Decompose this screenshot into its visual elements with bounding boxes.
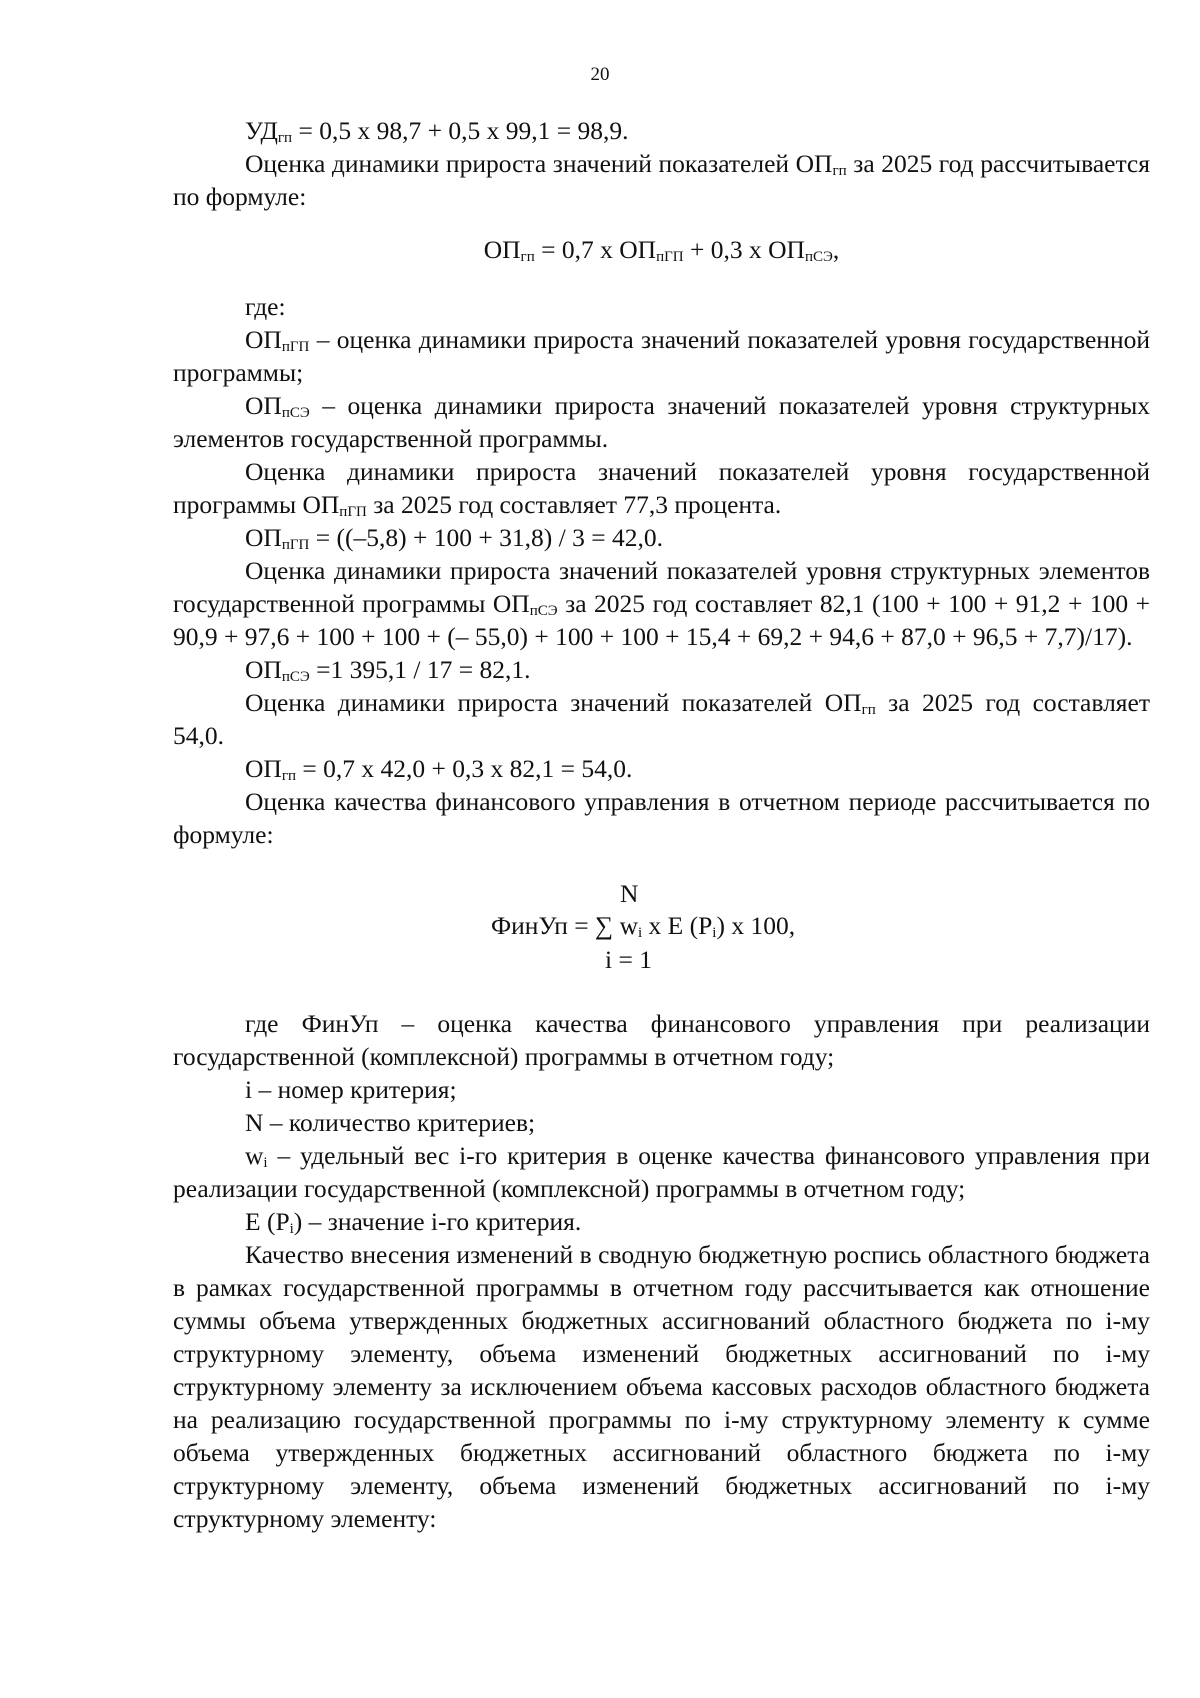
calc-op-gp: $ОП_{гп} = 0,7$ х 42,0 + 0,3 х 82,1 = 54,0.: [245, 754, 633, 784]
definition-wi: $w_i$ – удельный вес i-го критерия в оценке качества финансового управления при реализации государственной (комплексной) программы в отчетном году;: [173, 1141, 1150, 1203]
where-label: где:: [245, 292, 286, 321]
paragraph-op-gp-value: Оценка динамики прироста значений показателей $ОП_{гп}$ за 2025 год составляет 54,0.: [173, 688, 1150, 750]
calc-op-pse: $ОП_{пСЭ} =1$ 395,1 / 17 = 82,1.: [245, 655, 531, 685]
document-body: [173, 114, 1150, 1535]
paragraph-budget-changes: Качество внесения изменений в сводную бюджетную роспись областного бюджета в рамках государственной программы в отчетном году рассчитывается как отношение суммы объема утвержденных бюджетных ассигнований областного бюджета по i-му структурному элементу, объема изменений бюджетных ассигнований по i-му структурному элементу за исключением объема кассовых расходов областного бюджета на реализацию государственной программы по i-му структурному элементу к сумме объема утвержденных бюджетных ассигнований областного бюджета по i-му структурному элементу, объема изменений бюджетных ассигнований по i-му структурному элементу:: [173, 1240, 1150, 1533]
definition-op-pse: $ОП_{пСЭ}$ – оценка динамики прироста значений показателей уровня структурных элементов государственной программы.: [173, 391, 1150, 453]
paragraph-op-pgp-value: Оценка динамики прироста значений показателей уровня государственной программы $ОП_{пГП}$ за 2025 год составляет 77,3 процента.: [173, 457, 1150, 520]
paragraph-finup-intro: Оценка качества финансового управления в отчетном периоде рассчитывается по формуле:: [173, 787, 1150, 849]
sum-lower-limit: i = 1: [605, 945, 652, 974]
formula-finup: [173, 877, 1150, 987]
calc-op-pgp: $ОП_{пГП} = ((-5,8) + 100 + 31,8) / 3 = 42,0$.: [245, 523, 663, 553]
definition-op-pgp: $ОП_{пГП}$ – оценка динамики прироста значений показателей уровня государственной программы;: [173, 325, 1150, 387]
paragraph-op-pse-value: Оценка динамики прироста значений показателей уровня структурных элементов государственной программы $ОП_{пСЭ}$ за 2025 год составляет 82,1 (100 + 100 + 91,2 + 100 + 90,9 + 97,6 + 100 + 100 + (– 55,0) + 100 + 100 + 15,4 + 69,2 + 94,6 + 87,0 + 96,5 + 7,7)/17).: [173, 556, 1150, 651]
paragraph-op-intro: Оценка динамики прироста значений показателей $ОП_{гп}$ за 2025 год рассчитывается по формуле:: [173, 149, 1150, 211]
sum-expression: ФинУп = ∑ $w_i$ х Е $(Р_i)$ х 100,: [491, 911, 796, 941]
definition-finup: где ФинУп – оценка качества финансового управления при реализации государственной (комплексной) программы в отчетном году;: [173, 1009, 1150, 1071]
definition-i: i – номер критерия;: [245, 1075, 457, 1104]
definition-epi: Е $(Р_i)$ – значение i-го критерия.: [245, 1207, 582, 1237]
page-number: 20: [590, 64, 610, 85]
definition-n: N – количество критериев;: [245, 1108, 536, 1137]
ud-formula-line: $УД_{гп} = 0,5$ х 98,7 + 0,5 х 99,1 = 98,9.: [245, 116, 629, 146]
sum-upper-limit: N: [620, 879, 639, 908]
formula-op: $ОП_{гп} = 0,7$ х $ОП_{пГП} + 0,3$ х $ОП_{пСЭ}$,: [483, 235, 840, 265]
